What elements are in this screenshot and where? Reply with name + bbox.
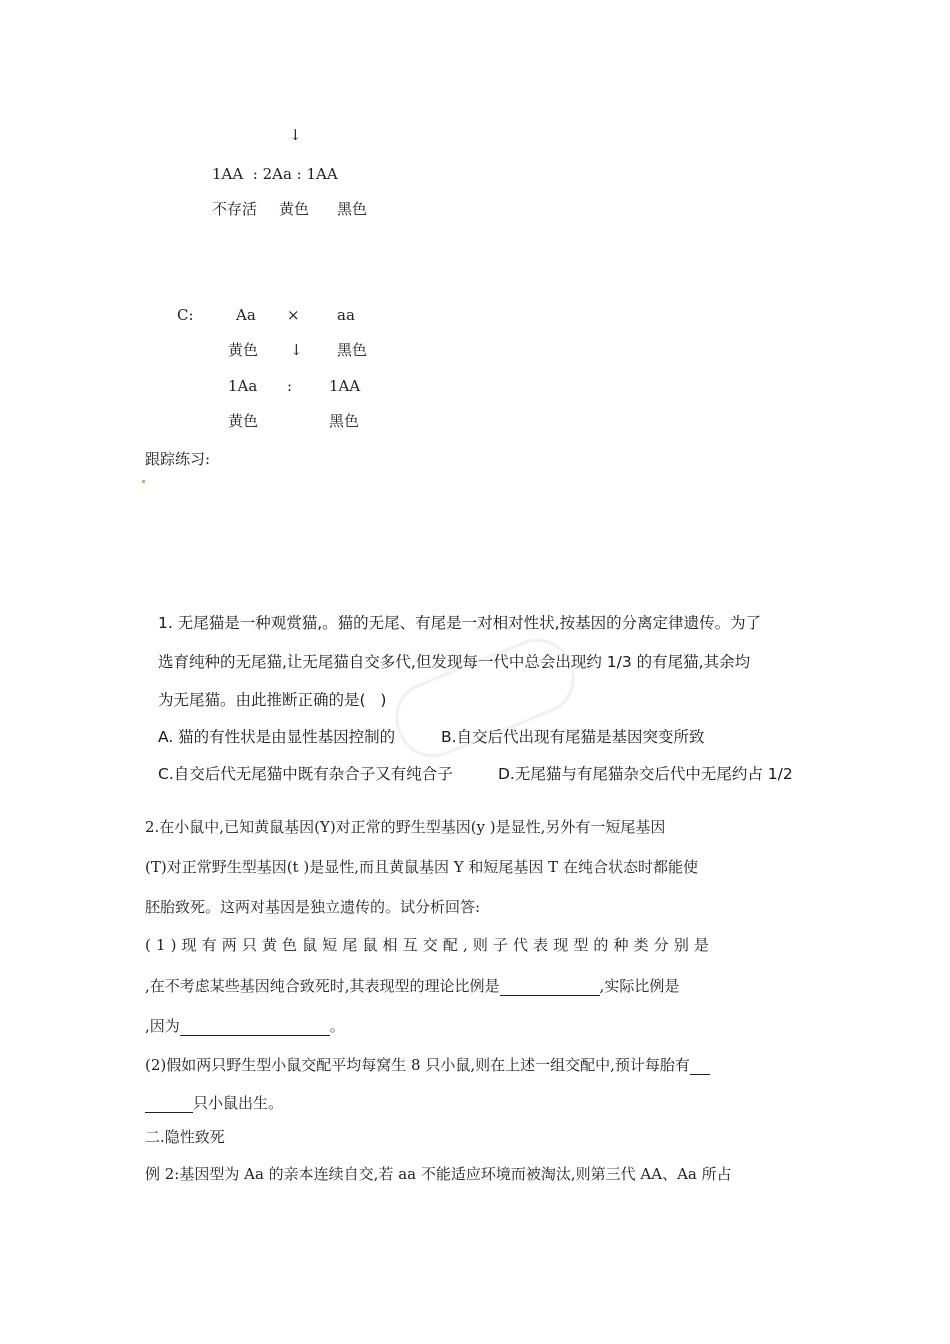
phenotype-1: 不存活 — [212, 200, 258, 218]
answer-blank[interactable] — [690, 1058, 710, 1075]
parent-1: Aa — [236, 306, 256, 324]
q1-line-1: 1. 无尾猫是一种观赏猫,。猫的无尾、有尾是一对相对性状,按基因的分离定律遗传。为了 — [158, 614, 762, 632]
q2-line-7-text: (2)假如两只野生型小鼠交配平均每窝生 8 只小鼠,则在上述一组交配中,预计每胎有 — [145, 1056, 690, 1074]
example-2: 例 2:基因型为 Aa 的亲本连续自交,若 aa 不能适应环境而被淘汰,则第三代 AA、Aa 所占 — [145, 1165, 732, 1183]
parent-2-phenotype: 黑色 — [337, 341, 368, 359]
q2-line-8-text: 只小鼠出生。 — [193, 1094, 284, 1112]
q2-line-2: (T)对正常野生型基因(t )是显性,而且黄鼠基因 Y 和短尾基因 T 在纯合状态时都能使 — [145, 858, 698, 876]
parent-1-phenotype: 黄色 — [228, 341, 259, 359]
q1-option-c: C.自交后代无尾猫中既有杂合子又有纯合子 — [158, 765, 453, 783]
decorative-dot — [142, 480, 145, 483]
phenotype-2: 黄色 — [279, 200, 310, 218]
watermark-logo — [385, 628, 586, 768]
offspring-2-phenotype: 黑色 — [329, 412, 360, 430]
q2-line-8 — [145, 1093, 283, 1113]
offspring-1: 1Aa — [228, 377, 258, 395]
answer-blank[interactable] — [145, 1096, 193, 1113]
q1-line-3: 为无尾猫。由此推断正确的是( ) — [158, 691, 387, 709]
q1-option-d: D.无尾猫与有尾猫杂交后代中无尾约占 1/2 — [498, 765, 793, 783]
q2-line-4: (1)现有两只黄色鼠短尾鼠相互交配,则子代表现型的种类分别是 — [145, 936, 715, 954]
cross-label: C: — [177, 306, 194, 324]
q2-line-7 — [145, 1055, 710, 1075]
section-2-heading: 二.隐性致死 — [145, 1128, 225, 1146]
phenotype-3: 黑色 — [337, 200, 368, 218]
q1-option-a: A. 猫的有性状是由显性基因控制的 — [158, 728, 396, 746]
q2-line-5 — [145, 976, 679, 996]
answer-blank[interactable] — [180, 1019, 330, 1036]
q1-option-b: B.自交后代出现有尾猫是基因突变所致 — [441, 728, 705, 746]
arrow-down: ↓ — [290, 341, 303, 359]
ratio-colon: : — [287, 377, 293, 395]
q2-line-5-text: ,在不考虑某些基因纯合致死时,其表现型的理论比例是 — [145, 977, 500, 995]
offspring-1-phenotype: 黄色 — [228, 412, 259, 430]
q2-line-5-text-2: ,实际比例是 — [599, 977, 680, 995]
parent-2: aa — [337, 306, 355, 324]
q2-line-6-text: ,因为 — [145, 1017, 180, 1035]
genotype-ratio: 1AA : 2Aa : 1AA — [212, 165, 338, 183]
q2-line-6-end: 。 — [329, 1017, 345, 1035]
arrow-down: ↓ — [289, 126, 302, 144]
q2-line-3: 胚胎致死。这两对基因是独立遗传的。试分析回答: — [145, 898, 481, 916]
answer-blank[interactable] — [500, 979, 600, 996]
q1-line-2: 选育纯种的无尾猫,让无尾猫自交多代,但发现每一代中总会出现约 1/3 的有尾猫,其余均 — [158, 653, 751, 671]
section-heading: 跟踪练习: — [145, 450, 211, 468]
q2-line-6 — [145, 1016, 345, 1036]
q2-line-1: 2.在小鼠中,已知黄鼠基因(Y)对正常的野生型基因(y )是显性,另外有一短尾基因 — [145, 818, 666, 836]
cross-symbol: × — [287, 306, 300, 324]
offspring-2: 1AA — [329, 377, 361, 395]
